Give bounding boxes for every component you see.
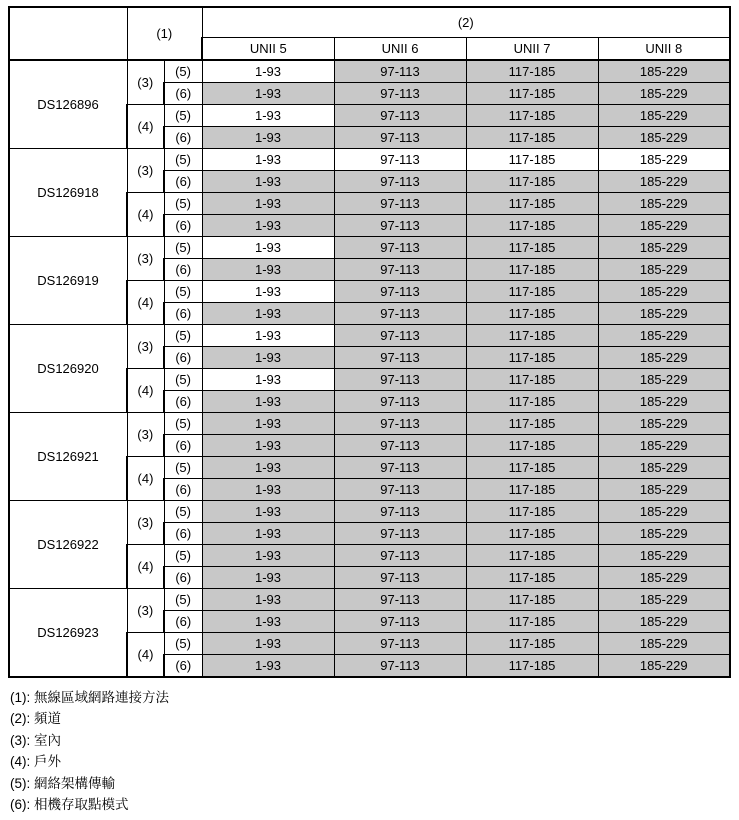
legend-key: (4): [10, 754, 31, 769]
header-band-unii6: UNII 6 [334, 37, 466, 60]
channel-range-cell: 97-113 [334, 434, 466, 456]
legend-value: 戶外 [34, 754, 62, 769]
table-row [9, 236, 730, 258]
header-col-1: (1) [127, 7, 202, 60]
channel-range-cell: 1-93 [202, 390, 334, 412]
channel-range-cell: 185-229 [598, 236, 730, 258]
location-cell: (4) [127, 632, 164, 677]
channel-range-cell: 1-93 [202, 236, 334, 258]
channel-range-cell: 1-93 [202, 126, 334, 148]
mode-cell: (6) [164, 478, 202, 500]
channel-range-cell: 97-113 [334, 544, 466, 566]
channel-range-cell: 185-229 [598, 434, 730, 456]
channel-range-cell: 1-93 [202, 632, 334, 654]
channel-range-cell: 117-185 [466, 104, 598, 126]
channel-range-cell: 97-113 [334, 522, 466, 544]
channel-range-cell: 117-185 [466, 148, 598, 170]
mode-cell: (6) [164, 170, 202, 192]
table-row [9, 324, 730, 346]
channel-range-cell: 1-93 [202, 456, 334, 478]
channel-range-cell: 97-113 [334, 236, 466, 258]
channel-range-cell: 1-93 [202, 258, 334, 280]
channel-range-cell: 185-229 [598, 632, 730, 654]
channel-range-cell: 117-185 [466, 214, 598, 236]
legend-key: (1): [10, 689, 31, 705]
legend-item [10, 708, 731, 730]
channel-range-cell: 97-113 [334, 280, 466, 302]
mode-cell: (5) [164, 544, 202, 566]
channel-range-cell: 185-229 [598, 104, 730, 126]
channel-range-cell: 1-93 [202, 500, 334, 522]
mode-cell: (6) [164, 610, 202, 632]
model-name-cell: DS126918 [9, 148, 127, 236]
channel-range-cell: 97-113 [334, 632, 466, 654]
location-cell: (4) [127, 192, 164, 236]
mode-cell: (6) [164, 434, 202, 456]
mode-cell: (5) [164, 368, 202, 390]
channel-range-cell: 1-93 [202, 522, 334, 544]
channel-range-cell: 97-113 [334, 610, 466, 632]
mode-cell: (5) [164, 104, 202, 126]
location-cell: (3) [127, 60, 164, 105]
channel-allocation-table [8, 6, 731, 678]
channel-range-cell: 185-229 [598, 654, 730, 677]
channel-range-cell: 185-229 [598, 588, 730, 610]
model-name-cell: DS126896 [9, 60, 127, 149]
mode-cell: (6) [164, 566, 202, 588]
channel-range-cell: 185-229 [598, 258, 730, 280]
legend-value: 頻道 [34, 711, 62, 726]
channel-range-cell: 185-229 [598, 456, 730, 478]
channel-range-cell: 117-185 [466, 566, 598, 588]
channel-range-cell: 1-93 [202, 214, 334, 236]
channel-range-cell: 1-93 [202, 148, 334, 170]
channel-range-cell: 117-185 [466, 82, 598, 104]
table-header [9, 7, 730, 60]
channel-range-cell: 185-229 [598, 610, 730, 632]
mode-cell: (5) [164, 280, 202, 302]
channel-range-cell: 117-185 [466, 478, 598, 500]
header-band-unii7: UNII 7 [466, 37, 598, 60]
channel-range-cell: 117-185 [466, 236, 598, 258]
channel-range-cell: 117-185 [466, 346, 598, 368]
channel-range-cell: 1-93 [202, 566, 334, 588]
channel-range-cell: 117-185 [466, 258, 598, 280]
channel-range-cell: 1-93 [202, 346, 334, 368]
table-row [9, 412, 730, 434]
legend-value: 室內 [34, 732, 62, 748]
channel-range-cell: 97-113 [334, 588, 466, 610]
legend-value: 無線區域網路連接方法 [34, 689, 170, 705]
channel-range-cell: 185-229 [598, 192, 730, 214]
channel-range-cell: 117-185 [466, 302, 598, 324]
mode-cell: (6) [164, 214, 202, 236]
channel-range-cell: 185-229 [598, 170, 730, 192]
mode-cell: (6) [164, 258, 202, 280]
channel-range-cell: 117-185 [466, 544, 598, 566]
channel-range-cell: 97-113 [334, 192, 466, 214]
header-band-unii5: UNII 5 [202, 37, 334, 60]
channel-range-cell: 117-185 [466, 654, 598, 677]
channel-range-cell: 1-93 [202, 368, 334, 390]
header-band-unii8: UNII 8 [598, 37, 730, 60]
channel-range-cell: 1-93 [202, 588, 334, 610]
header-corner-blank [9, 7, 127, 60]
channel-range-cell: 185-229 [598, 280, 730, 302]
channel-range-cell: 97-113 [334, 126, 466, 148]
location-cell: (4) [127, 280, 164, 324]
model-name-cell: DS126923 [9, 588, 127, 677]
channel-range-cell: 1-93 [202, 60, 334, 83]
legend-item [10, 773, 731, 795]
channel-range-cell: 185-229 [598, 368, 730, 390]
channel-range-cell: 117-185 [466, 324, 598, 346]
channel-range-cell: 1-93 [202, 324, 334, 346]
channel-range-cell: 117-185 [466, 170, 598, 192]
channel-range-cell: 97-113 [334, 500, 466, 522]
channel-range-cell: 185-229 [598, 390, 730, 412]
legend-value: 相機存取點模式 [34, 797, 129, 812]
channel-range-cell: 185-229 [598, 412, 730, 434]
channel-range-cell: 117-185 [466, 588, 598, 610]
channel-range-cell: 185-229 [598, 302, 730, 324]
legend-item [10, 794, 731, 816]
channel-range-cell: 117-185 [466, 500, 598, 522]
mode-cell: (6) [164, 346, 202, 368]
legend-key: (5): [10, 775, 31, 791]
table-row [9, 500, 730, 522]
mode-cell: (5) [164, 236, 202, 258]
legend-item [10, 751, 731, 773]
mode-cell: (6) [164, 522, 202, 544]
mode-cell: (5) [164, 324, 202, 346]
channel-range-cell: 97-113 [334, 170, 466, 192]
mode-cell: (6) [164, 302, 202, 324]
channel-range-cell: 97-113 [334, 390, 466, 412]
mode-cell: (6) [164, 390, 202, 412]
channel-range-cell: 1-93 [202, 104, 334, 126]
channel-range-cell: 97-113 [334, 214, 466, 236]
location-cell: (4) [127, 104, 164, 148]
channel-range-cell: 1-93 [202, 170, 334, 192]
channel-range-cell: 185-229 [598, 126, 730, 148]
channel-range-cell: 97-113 [334, 104, 466, 126]
mode-cell: (6) [164, 654, 202, 677]
channel-range-cell: 117-185 [466, 434, 598, 456]
table-row [9, 148, 730, 170]
mode-cell: (5) [164, 456, 202, 478]
channel-range-cell: 1-93 [202, 280, 334, 302]
channel-range-cell: 185-229 [598, 82, 730, 104]
location-cell: (3) [127, 500, 164, 544]
legend-key: (3): [10, 732, 31, 748]
channel-range-cell: 185-229 [598, 346, 730, 368]
channel-range-cell: 117-185 [466, 456, 598, 478]
channel-range-cell: 97-113 [334, 368, 466, 390]
model-name-cell: DS126922 [9, 500, 127, 588]
legend [8, 687, 731, 816]
channel-range-cell: 185-229 [598, 566, 730, 588]
channel-range-cell: 1-93 [202, 544, 334, 566]
channel-range-cell: 97-113 [334, 654, 466, 677]
channel-range-cell: 117-185 [466, 126, 598, 148]
channel-range-cell: 97-113 [334, 412, 466, 434]
channel-range-cell: 185-229 [598, 544, 730, 566]
table-row [9, 588, 730, 610]
mode-cell: (5) [164, 192, 202, 214]
channel-range-cell: 1-93 [202, 610, 334, 632]
channel-range-cell: 185-229 [598, 522, 730, 544]
location-cell: (3) [127, 236, 164, 280]
channel-range-cell: 1-93 [202, 192, 334, 214]
channel-range-cell: 117-185 [466, 610, 598, 632]
location-cell: (4) [127, 544, 164, 588]
channel-range-cell: 185-229 [598, 148, 730, 170]
mode-cell: (5) [164, 632, 202, 654]
channel-range-cell: 97-113 [334, 456, 466, 478]
channel-range-cell: 117-185 [466, 390, 598, 412]
channel-range-cell: 1-93 [202, 412, 334, 434]
channel-range-cell: 185-229 [598, 500, 730, 522]
channel-range-cell: 1-93 [202, 302, 334, 324]
channel-range-cell: 1-93 [202, 654, 334, 677]
mode-cell: (6) [164, 82, 202, 104]
mode-cell: (5) [164, 588, 202, 610]
legend-key: (6): [10, 797, 31, 812]
channel-range-cell: 117-185 [466, 280, 598, 302]
channel-range-cell: 117-185 [466, 60, 598, 83]
location-cell: (3) [127, 588, 164, 632]
location-cell: (3) [127, 148, 164, 192]
header-col-2: (2) [202, 7, 730, 37]
model-name-cell: DS126920 [9, 324, 127, 412]
channel-range-cell: 1-93 [202, 478, 334, 500]
channel-range-cell: 117-185 [466, 632, 598, 654]
legend-key: (2): [10, 711, 31, 726]
channel-range-cell: 117-185 [466, 192, 598, 214]
channel-range-cell: 1-93 [202, 82, 334, 104]
model-name-cell: DS126921 [9, 412, 127, 500]
table-body [9, 60, 730, 677]
channel-range-cell: 97-113 [334, 82, 466, 104]
channel-range-cell: 185-229 [598, 60, 730, 83]
location-cell: (4) [127, 368, 164, 412]
channel-range-cell: 97-113 [334, 346, 466, 368]
channel-range-cell: 97-113 [334, 60, 466, 83]
model-name-cell: DS126919 [9, 236, 127, 324]
location-cell: (3) [127, 324, 164, 368]
legend-item [10, 687, 731, 709]
legend-item [10, 730, 731, 752]
mode-cell: (5) [164, 412, 202, 434]
channel-range-cell: 1-93 [202, 434, 334, 456]
channel-range-cell: 97-113 [334, 566, 466, 588]
channel-range-cell: 117-185 [466, 368, 598, 390]
channel-range-cell: 97-113 [334, 478, 466, 500]
channel-range-cell: 185-229 [598, 214, 730, 236]
table-row [9, 60, 730, 83]
channel-range-cell: 97-113 [334, 258, 466, 280]
mode-cell: (5) [164, 60, 202, 83]
location-cell: (4) [127, 456, 164, 500]
mode-cell: (5) [164, 500, 202, 522]
channel-range-cell: 97-113 [334, 302, 466, 324]
channel-range-cell: 185-229 [598, 324, 730, 346]
channel-range-cell: 97-113 [334, 148, 466, 170]
channel-range-cell: 97-113 [334, 324, 466, 346]
mode-cell: (6) [164, 126, 202, 148]
channel-range-cell: 185-229 [598, 478, 730, 500]
channel-range-cell: 117-185 [466, 522, 598, 544]
location-cell: (3) [127, 412, 164, 456]
channel-range-cell: 117-185 [466, 412, 598, 434]
mode-cell: (5) [164, 148, 202, 170]
legend-value: 網絡架構傳輸 [34, 775, 116, 791]
